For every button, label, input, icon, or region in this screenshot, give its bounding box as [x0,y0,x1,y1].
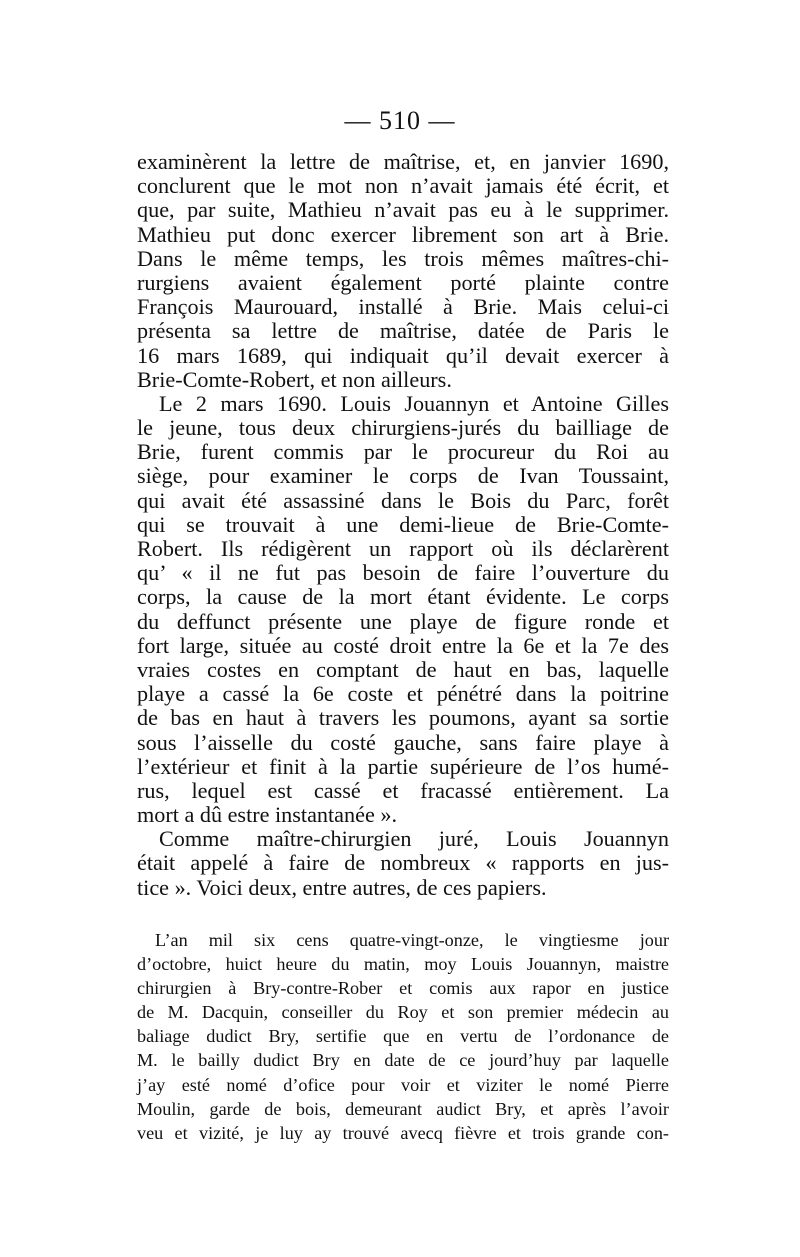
text-line: conclurent que le mot non n’avait jamais été écrit, et [137,173,669,199]
page-number: — 510 — [344,106,456,135]
quoted-line: d’octobre, huict heure du matin, moy Louis Jouannyn, maistre [137,954,669,975]
text-line: Comme maître-chirurgien juré, Louis Jouannyn [159,826,669,852]
quoted-line: de M. Dacquin, conseiller du Roy et son premier médecin au [137,1002,669,1023]
text-line: l’extérieur et finit à la partie supérieure de l’os humé- [137,753,669,779]
text-line: examinèrent la lettre de maîtrise, et, en janvier 1690, [137,149,669,174]
quoted-line: baliage dudict Bry, sertifie que en vertu de l’ordonance de [137,1026,669,1047]
text-line: mort a dû estre instantanée ». [137,802,397,828]
text-line: Mathieu put donc exercer librement son art à Brie. [137,221,669,247]
text-line: qui se trouvait à une demi-lieue de Brie-Comte- [137,511,669,537]
text-line: rus, lequel est cassé et fracassé entièrement. La [137,777,669,803]
text-line: tice ». Voici deux, entre autres, de ces papiers. [137,874,547,900]
text-line: Dans le même temps, les trois mêmes maîtres-chi- [137,245,669,271]
text-line: 16 mars 1689, qui indiquait qu’il devait exercer à [137,342,669,368]
text-line: était appelé à faire de nombreux « rapports en jus- [137,850,669,876]
quoted-line: j’ay esté nomé d’ofice pour voir et viziter le nomé Pierre [137,1074,669,1095]
text-line: Le 2 mars 1690. Louis Jouannyn et Antoine Gilles [159,390,669,416]
quoted-line: chirurgien à Bry-contre-Rober et comis aux rapor en justice [137,978,669,999]
main-text-block [137,150,669,900]
text-line: sous l’aisselle du costé gauche, sans faire playe à [137,729,669,755]
text-line: qu’ « il ne fut pas besoin de faire l’ouverture du [137,560,669,586]
text-line: Brie-Comte-Robert, et non ailleurs. [137,366,452,392]
text-line: le jeune, tous deux chirurgiens-jurés du bailliage de [137,415,669,441]
text-line: François Maurouard, installé à Brie. Mais celui-ci [137,294,669,320]
text-line: du deffunct présente une playe de figure ronde et [137,608,669,634]
text-line: playe a cassé la 6e coste et pénétré dans la poitrine [137,681,669,707]
quoted-document-block [137,928,669,1145]
text-line: siège, pour examiner le corps de Ivan Toussaint, [137,463,669,489]
quoted-line: Moulin, garde de bois, demeurant audict Bry, et après l’avoir [137,1098,669,1119]
text-line: vraies costes en comptant de haut en bas, laquelle [137,656,669,682]
text-line: présenta sa lettre de maîtrise, datée de Paris le [137,318,669,344]
text-line: qui avait été assassiné dans le Bois du Parc, forêt [137,487,669,513]
text-line: que, par suite, Mathieu n’avait pas eu à le supprimer. [137,197,669,223]
quoted-line: veu et vizité, je luy ay trouvé avecq fièvre et trois grande con- [137,1122,669,1143]
text-line: Brie, furent commis par le procureur du Roi au [137,439,669,465]
text-line: fort large, située au costé droit entre la 6e et la 7e des [137,632,669,658]
text-line: Robert. Ils rédigèrent un rapport où ils déclarèrent [137,536,669,561]
text-line: corps, la cause de la mort étant évidente. Le corps [137,584,669,610]
quoted-line: M. le bailly dudict Bry en date de ce jourd’huy par laquelle [137,1050,669,1071]
text-line: rurgiens avaient également porté plainte contre [137,269,669,295]
quoted-line: L’an mil six cens quatre-vingt-onze, le vingtiesme jour [155,930,669,950]
text-line: de bas en haut à travers les poumons, ayant sa sortie [137,705,669,731]
